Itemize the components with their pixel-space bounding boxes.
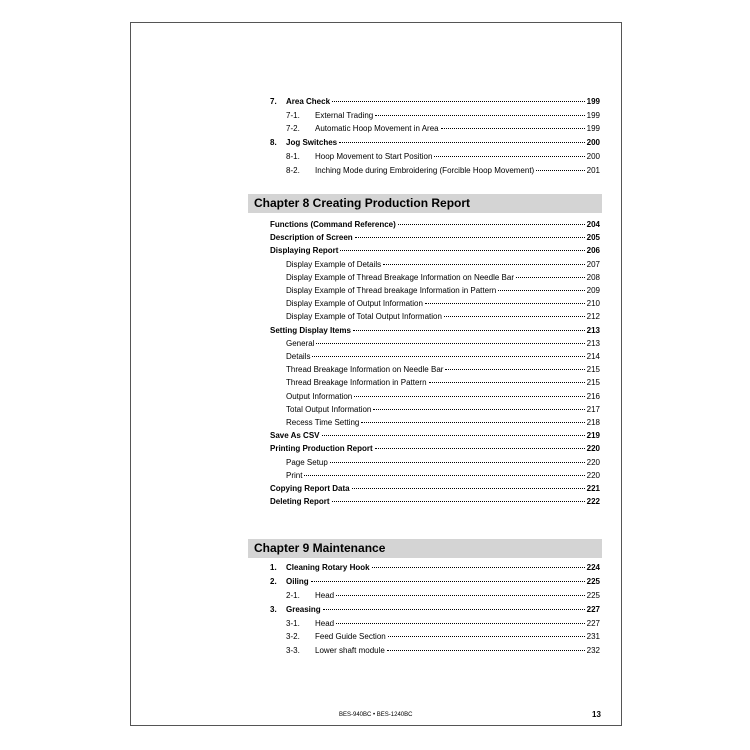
toc-entry-page: 200: [586, 152, 600, 161]
toc-entry-title: Displaying Report: [270, 246, 339, 256]
toc-entry-title: Display Example of Total Output Information: [286, 312, 442, 322]
toc-dot-leader: [373, 409, 584, 410]
toc-entry-page: 207: [586, 259, 600, 269]
toc-entry: [270, 138, 600, 148]
toc-entry-number: 8-2.: [286, 166, 300, 175]
toc-entry-title: General: [286, 338, 315, 348]
toc-entry-title: Details: [286, 352, 311, 361]
toc-entry-page: 231: [586, 632, 600, 641]
toc-entry-title: Description of Screen: [270, 233, 353, 243]
toc-entry-title: Total Output Information: [286, 404, 372, 414]
toc-entry: [286, 124, 600, 134]
toc-entry-title: Display Example of Thread breakage Information in Pattern: [286, 286, 497, 295]
toc-dot-leader: [330, 462, 585, 463]
toc-entry-title: Display Example of Thread Breakage Information on Needle Bar: [286, 272, 514, 282]
toc-entry-page: 212: [586, 312, 600, 322]
toc-entry: [286, 646, 600, 656]
footer-model-name: BES-940BC • BES-1240BC: [339, 712, 413, 718]
toc-entry-title: Display Example of Details: [286, 259, 382, 269]
toc-entry-page: 213: [586, 325, 600, 335]
toc-dot-leader: [441, 128, 585, 129]
toc-dot-leader: [372, 567, 585, 568]
toc-entry: [270, 246, 600, 256]
toc-entry-title: Head: [315, 591, 335, 600]
toc-entry-number: 7.: [270, 97, 277, 106]
toc-entry: [286, 458, 600, 468]
toc-entry: [270, 484, 600, 494]
toc-entry-page: 216: [586, 391, 600, 401]
toc-dot-leader: [444, 316, 585, 317]
toc-dot-leader: [336, 595, 585, 596]
toc-entry-page: 214: [586, 352, 600, 361]
toc-dot-leader: [375, 115, 584, 116]
toc-entry-title: Output Information: [286, 391, 353, 401]
toc-entry-number: 3.: [270, 605, 277, 614]
toc-entry-page: 209: [586, 286, 600, 295]
toc-dot-leader: [361, 422, 584, 423]
toc-entry-title: Copying Report Data: [270, 484, 350, 493]
toc-entry-number: 8.: [270, 138, 277, 147]
toc-entry-page: 208: [586, 272, 600, 282]
toc-entry: [286, 273, 600, 283]
toc-entry: [270, 605, 600, 615]
toc-entry-number: 7-1.: [286, 111, 300, 120]
toc-entry: [270, 220, 600, 230]
toc-entry-title: Display Example of Output Information: [286, 299, 423, 309]
toc-entry-title: Thread Breakage Information in Pattern: [286, 378, 427, 388]
toc-entry-page: 199: [586, 124, 600, 133]
toc-dot-leader: [375, 448, 585, 449]
toc-entry: [286, 378, 600, 388]
toc-entry-number: 3-3.: [286, 646, 300, 655]
toc-entry: [270, 233, 600, 243]
toc-entry-page: 204: [586, 220, 600, 229]
toc-entry-title: Recess Time Setting: [286, 418, 360, 427]
toc-entry: [286, 312, 600, 322]
toc-entry-title: Functions (Command Reference): [270, 220, 396, 229]
toc-entry: [286, 286, 600, 296]
toc-entry: [270, 497, 600, 507]
toc-entry-page: 210: [586, 299, 600, 309]
toc-dot-leader: [316, 343, 584, 344]
toc-entry: [270, 97, 600, 107]
toc-entry-page: 206: [586, 246, 600, 256]
toc-dot-leader: [311, 581, 585, 582]
toc-entry: [286, 471, 600, 481]
toc-entry-page: 199: [586, 97, 600, 106]
toc-entry: [286, 111, 600, 121]
toc-entry: [286, 418, 600, 428]
toc-entry-number: 2.: [270, 577, 277, 586]
toc-entry: [286, 166, 600, 176]
toc-entry-number: 2-1.: [286, 591, 300, 600]
toc-entry-number: 8-1.: [286, 152, 300, 161]
chapter-8-heading: Chapter 8 Creating Production Report: [248, 194, 602, 213]
toc-entry-number: 1.: [270, 563, 277, 572]
toc-entry-page: 225: [586, 577, 600, 586]
toc-entry: [286, 260, 600, 270]
toc-dot-leader: [383, 264, 584, 265]
toc-entry: [286, 365, 600, 375]
toc-entry-title: External Trading: [315, 111, 374, 120]
toc-dot-leader: [353, 330, 585, 331]
toc-entry-title: Feed Guide Section: [315, 632, 386, 641]
toc-entry-page: 219: [586, 431, 600, 441]
toc-dot-leader: [354, 396, 584, 397]
toc-entry-page: 215: [586, 378, 600, 388]
toc-entry: [286, 619, 600, 629]
toc-entry-title: Printing Production Report: [270, 444, 373, 454]
toc-entry-number: 7-2.: [286, 124, 300, 133]
footer-page-number: 13: [592, 710, 601, 719]
toc-dot-leader: [445, 369, 584, 370]
toc-entry-title: Jog Switches: [286, 138, 338, 147]
toc-dot-leader: [398, 224, 585, 225]
toc-dot-leader: [339, 142, 585, 143]
toc-entry: [286, 152, 600, 162]
toc-entry-title: Greasing: [286, 605, 321, 614]
toc-entry-page: 227: [586, 619, 600, 628]
toc-entry-number: 3-1.: [286, 619, 300, 628]
toc-entry-page: 200: [586, 138, 600, 147]
toc-dot-leader: [388, 636, 585, 637]
toc-entry-page: 199: [586, 111, 600, 120]
toc-entry-page: 232: [586, 646, 600, 655]
toc-entry: [270, 563, 600, 573]
toc-entry: [286, 339, 600, 349]
toc-entry-page: 220: [586, 444, 600, 454]
toc-entry: [286, 352, 600, 362]
toc-dot-leader: [336, 623, 585, 624]
chapter-9-heading: Chapter 9 Maintenance: [248, 539, 602, 558]
toc-dot-leader: [434, 156, 584, 157]
toc-entry-page: 220: [586, 457, 600, 467]
toc-entry-title: Lower shaft module: [315, 646, 385, 655]
toc-entry-page: 220: [586, 470, 600, 480]
toc-entry-title: Cleaning Rotary Hook: [286, 563, 370, 572]
toc-entry-title: Setting Display Items: [270, 325, 351, 335]
toc-entry-page: 222: [586, 497, 600, 507]
toc-entry-page: 227: [586, 605, 600, 614]
toc-entry-title: Inching Mode during Embroidering (Forcible Hoop Movement): [315, 166, 535, 175]
toc-entry-title: Head: [315, 619, 335, 628]
toc-entry-page: 205: [586, 233, 600, 243]
toc-entry: [270, 444, 600, 454]
toc-dot-leader: [340, 250, 584, 251]
toc-entry: [286, 591, 600, 601]
toc-entry: [270, 431, 600, 441]
toc-dot-leader: [332, 101, 585, 102]
toc-entry-page: 215: [586, 365, 600, 375]
toc-entry-number: 3-2.: [286, 632, 300, 641]
toc-dot-leader: [516, 277, 585, 278]
toc-entry-title: Area Check: [286, 97, 331, 106]
toc-entry: [270, 577, 600, 587]
toc-entry-title: Page Setup: [286, 457, 328, 467]
toc-entry-page: 201: [586, 166, 600, 175]
toc-dot-leader: [312, 356, 584, 357]
toc-dot-leader: [304, 475, 584, 476]
toc-entry-title: Automatic Hoop Movement in Area: [315, 124, 439, 133]
toc-entry-title: Thread Breakage Information on Needle Bar: [286, 365, 444, 375]
toc-entry-title: Hoop Movement to Start Position: [315, 152, 433, 161]
toc-dot-leader: [429, 382, 585, 383]
toc-dot-leader: [322, 435, 585, 436]
toc-dot-leader: [536, 170, 584, 171]
toc-entry: [286, 632, 600, 642]
toc-entry: [270, 326, 600, 336]
toc-entry-title: Deleting Report: [270, 497, 330, 507]
toc-dot-leader: [498, 290, 584, 291]
toc-entry-title: Print: [286, 470, 303, 480]
toc-entry-page: 217: [586, 404, 600, 414]
toc-dot-leader: [352, 488, 585, 489]
toc-entry-page: 221: [586, 484, 600, 493]
toc-dot-leader: [332, 501, 585, 502]
toc-dot-leader: [323, 609, 585, 610]
toc-entry-title: Save As CSV: [270, 431, 320, 441]
toc-entry-page: 224: [586, 563, 600, 572]
toc-entry-page: 213: [586, 338, 600, 348]
toc-entry-page: 225: [586, 591, 600, 600]
toc-dot-leader: [387, 650, 585, 651]
toc-entry-page: 218: [586, 418, 600, 427]
toc-dot-leader: [425, 303, 585, 304]
toc-dot-leader: [355, 237, 585, 238]
toc-entry: [286, 405, 600, 415]
toc-entry: [286, 299, 600, 309]
toc-entry-title: Oiling: [286, 577, 309, 586]
toc-entry: [286, 392, 600, 402]
